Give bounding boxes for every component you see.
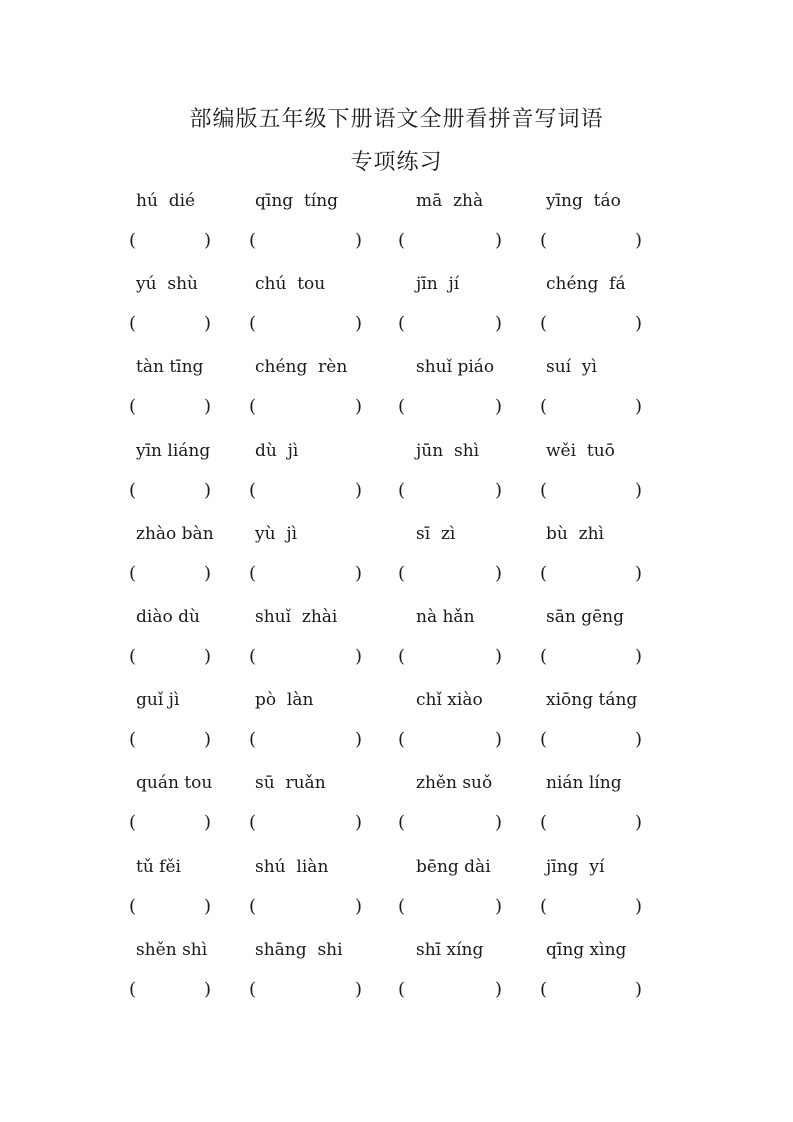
pinyin-prompt: bēng dài: [416, 857, 491, 877]
answer-paren-close: ): [355, 729, 363, 750]
answer-paren-open: (: [398, 563, 406, 584]
pinyin-prompt: zhào bàn: [136, 524, 214, 544]
answer-paren-close: ): [495, 812, 503, 833]
answer-paren-open: (: [540, 729, 548, 750]
answer-paren-open: (: [540, 646, 548, 667]
answer-paren-close: ): [495, 563, 503, 584]
answer-paren-close: ): [635, 979, 643, 1000]
answer-paren-open: (: [540, 979, 548, 1000]
pinyin-prompt: xiōng táng: [546, 690, 638, 710]
pinyin-prompt: suí yì: [546, 357, 597, 377]
answer-paren-open: (: [249, 812, 257, 833]
pinyin-prompt: sān gēng: [546, 607, 624, 627]
answer-paren-close: ): [635, 480, 643, 501]
pinyin-prompt: shú liàn: [255, 857, 329, 877]
pinyin-prompt: shuǐ piáo: [416, 357, 495, 377]
pinyin-prompt: zhěn suǒ: [416, 773, 493, 793]
answer-paren-open: (: [129, 563, 137, 584]
pinyin-prompt: shāng shi: [255, 940, 343, 960]
answer-paren-close: ): [355, 896, 363, 917]
page-subtitle: 专项练习: [350, 150, 443, 175]
pinyin-prompt: jūn shì: [416, 441, 480, 461]
answer-paren-close: ): [495, 646, 503, 667]
pinyin-prompt: qīng tíng: [255, 191, 339, 211]
answer-paren-open: (: [398, 979, 406, 1000]
answer-paren-close: ): [635, 313, 643, 334]
answer-paren-close: ): [635, 812, 643, 833]
answer-paren-close: ): [355, 230, 363, 251]
answer-paren-open: (: [249, 396, 257, 417]
page-title: 部编版五年级下册语文全册看拼音写词语: [189, 107, 604, 132]
answer-paren-open: (: [398, 396, 406, 417]
answer-paren-open: (: [398, 313, 406, 334]
answer-paren-close: ): [204, 979, 212, 1000]
answer-paren-open: (: [540, 480, 548, 501]
pinyin-prompt: yīn liáng: [136, 441, 211, 461]
answer-paren-open: (: [129, 396, 137, 417]
answer-paren-close: ): [204, 729, 212, 750]
answer-paren-open: (: [540, 313, 548, 334]
pinyin-prompt: wěi tuō: [546, 441, 615, 461]
answer-paren-close: ): [355, 480, 363, 501]
pinyin-prompt: shī xíng: [416, 940, 484, 960]
pinyin-prompt: yù jì: [255, 524, 298, 544]
answer-paren-open: (: [249, 313, 257, 334]
pinyin-prompt: chéng fá: [546, 274, 626, 294]
pinyin-prompt: guǐ jì: [136, 690, 180, 710]
pinyin-prompt: pò làn: [255, 690, 314, 710]
answer-paren-open: (: [129, 480, 137, 501]
pinyin-prompt: jīn jí: [416, 274, 460, 294]
answer-paren-open: (: [129, 812, 137, 833]
pinyin-prompt: tàn tīng: [136, 357, 204, 377]
answer-paren-close: ): [204, 480, 212, 501]
answer-paren-close: ): [204, 563, 212, 584]
pinyin-prompt: shuǐ zhài: [255, 607, 338, 627]
answer-paren-open: (: [249, 979, 257, 1000]
pinyin-prompt: sī zì: [416, 524, 456, 544]
pinyin-prompt: yú shù: [136, 274, 198, 294]
answer-paren-open: (: [540, 563, 548, 584]
answer-paren-open: (: [249, 480, 257, 501]
pinyin-prompt: yīng táo: [546, 191, 621, 211]
answer-paren-open: (: [129, 646, 137, 667]
pinyin-prompt: dù jì: [255, 441, 299, 461]
answer-paren-close: ): [355, 396, 363, 417]
answer-paren-open: (: [398, 896, 406, 917]
answer-paren-open: (: [398, 230, 406, 251]
answer-paren-close: ): [495, 313, 503, 334]
answer-paren-close: ): [204, 396, 212, 417]
pinyin-prompt: qīng xìng: [546, 940, 627, 960]
pinyin-prompt: jīng yí: [546, 857, 605, 877]
answer-paren-open: (: [129, 230, 137, 251]
pinyin-prompt: nà hǎn: [416, 607, 475, 627]
answer-paren-close: ): [204, 896, 212, 917]
answer-paren-close: ): [635, 563, 643, 584]
answer-paren-close: ): [204, 646, 212, 667]
answer-paren-close: ): [355, 563, 363, 584]
answer-paren-open: (: [249, 230, 257, 251]
answer-paren-close: ): [355, 646, 363, 667]
answer-paren-close: ): [635, 729, 643, 750]
answer-paren-open: (: [249, 729, 257, 750]
pinyin-prompt: diào dù: [136, 607, 200, 627]
answer-paren-open: (: [398, 646, 406, 667]
pinyin-prompt: quán tou: [136, 773, 213, 793]
answer-paren-open: (: [249, 896, 257, 917]
answer-paren-open: (: [129, 313, 137, 334]
answer-paren-open: (: [129, 979, 137, 1000]
answer-paren-close: ): [635, 896, 643, 917]
answer-paren-close: ): [204, 230, 212, 251]
answer-paren-close: ): [355, 979, 363, 1000]
answer-paren-close: ): [635, 396, 643, 417]
answer-paren-open: (: [540, 230, 548, 251]
pinyin-prompt: mā zhà: [416, 191, 484, 211]
pinyin-prompt: chéng rèn: [255, 357, 348, 377]
answer-paren-open: (: [249, 646, 257, 667]
answer-paren-close: ): [204, 313, 212, 334]
answer-paren-close: ): [495, 230, 503, 251]
answer-paren-open: (: [398, 480, 406, 501]
pinyin-prompt: tǔ fěi: [136, 857, 181, 877]
answer-paren-close: ): [635, 230, 643, 251]
answer-paren-open: (: [398, 729, 406, 750]
pinyin-prompt: chǐ xiào: [416, 690, 483, 710]
answer-paren-open: (: [398, 812, 406, 833]
pinyin-prompt: sū ruǎn: [255, 773, 326, 793]
answer-paren-close: ): [204, 812, 212, 833]
pinyin-prompt: chú tou: [255, 274, 326, 294]
answer-paren-close: ): [355, 313, 363, 334]
answer-paren-close: ): [495, 396, 503, 417]
answer-paren-open: (: [540, 812, 548, 833]
answer-paren-open: (: [249, 563, 257, 584]
answer-paren-close: ): [635, 646, 643, 667]
pinyin-prompt: shěn shì: [136, 940, 208, 960]
answer-paren-close: ): [495, 979, 503, 1000]
answer-paren-close: ): [495, 896, 503, 917]
pinyin-prompt: nián líng: [546, 773, 622, 793]
answer-paren-close: ): [355, 812, 363, 833]
answer-paren-open: (: [129, 729, 137, 750]
pinyin-prompt: hú dié: [136, 191, 196, 211]
answer-paren-close: ): [495, 480, 503, 501]
answer-paren-open: (: [540, 396, 548, 417]
answer-paren-open: (: [129, 896, 137, 917]
pinyin-prompt: bù zhì: [546, 524, 604, 544]
answer-paren-close: ): [495, 729, 503, 750]
answer-paren-open: (: [540, 896, 548, 917]
